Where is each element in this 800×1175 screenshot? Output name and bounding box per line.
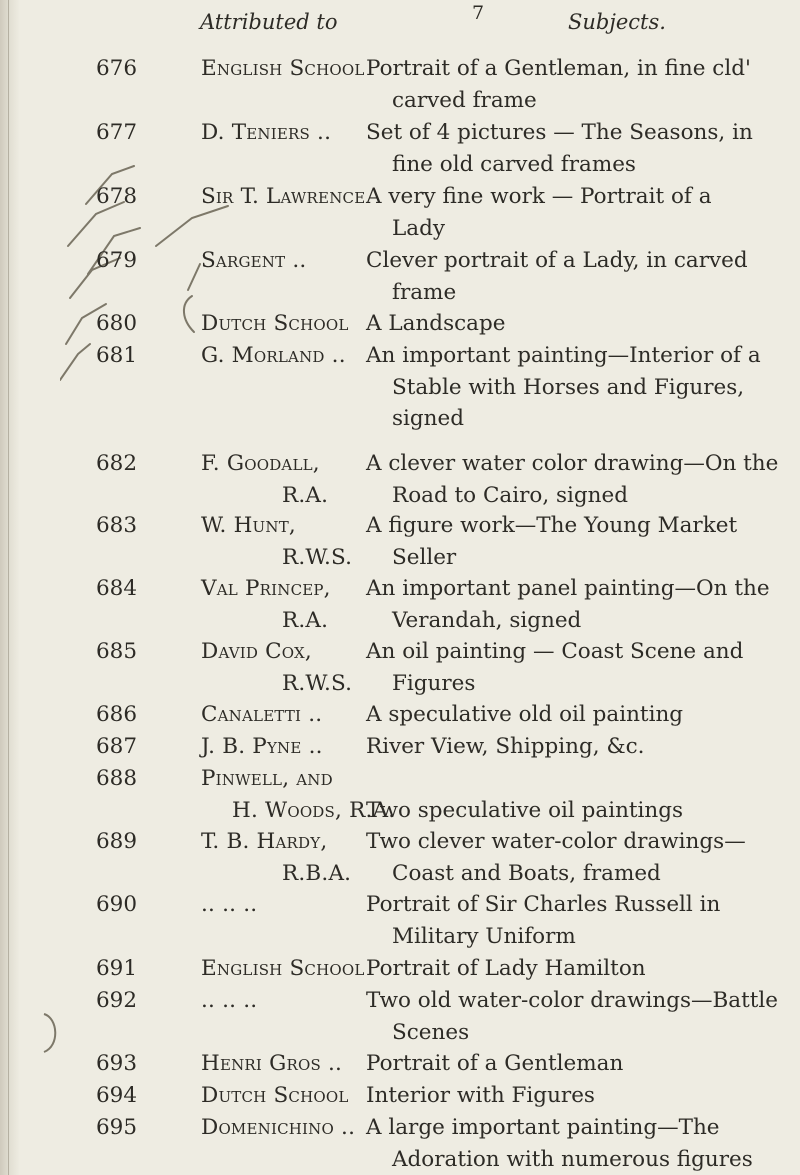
artist-attribution: .. .. .. — [201, 988, 258, 1013]
subject-description: Interior with Figures — [366, 1083, 595, 1108]
artist-attribution: David Cox, — [201, 639, 312, 664]
subject-description: A Landscape — [366, 311, 506, 336]
subjects-header: Subjects. — [568, 10, 666, 34]
subject-description: Figures — [392, 670, 476, 696]
binding-gutter — [0, 0, 20, 1175]
artist-attribution: W. Hunt, — [201, 513, 296, 538]
artist-attribution: Sir T. Lawrence — [201, 184, 366, 209]
subject-description: Portrait of Sir Charles Russell in — [366, 892, 721, 917]
artist-attribution: R.A. — [282, 482, 329, 508]
artist-attribution: Dutch School — [201, 1083, 349, 1108]
subject-description: Road to Cairo, signed — [392, 482, 629, 508]
subject-description: Seller — [392, 544, 457, 570]
pencil-bracket-mark — [40, 1008, 64, 1058]
artist-attribution: G. Morland .. — [201, 343, 346, 368]
artist-attribution: H. Woods, R.A. — [232, 797, 396, 823]
lot-number: 688 — [96, 766, 138, 791]
subject-description: frame — [392, 279, 457, 305]
subject-description: An important painting—Interior of a — [366, 343, 761, 368]
lot-number: 676 — [96, 56, 138, 81]
subject-description: Portrait of Lady Hamilton — [366, 956, 646, 981]
artist-attribution: Dutch School — [201, 311, 349, 336]
subject-description: Verandah, signed — [392, 607, 582, 633]
artist-attribution: .. .. .. — [201, 892, 258, 917]
artist-attribution: T. B. Hardy, — [201, 829, 328, 854]
artist-attribution: D. Teniers .. — [201, 120, 332, 145]
artist-attribution: R.W.S. — [282, 544, 353, 570]
lot-number: 677 — [96, 120, 138, 145]
subject-description: Military Uniform — [392, 923, 576, 949]
subject-description: Stable with Horses and Figures, — [392, 374, 745, 400]
lot-number: 692 — [96, 988, 138, 1013]
subject-description: carved frame — [392, 87, 537, 113]
attributed-to-header: Attributed to — [200, 10, 338, 34]
lot-number: 690 — [96, 892, 138, 917]
subject-description: A speculative old oil painting — [366, 702, 684, 727]
subject-description: Lady — [392, 215, 446, 241]
artist-attribution: Val Princep, — [201, 576, 331, 601]
lot-number: 679 — [96, 248, 138, 273]
lot-number: 687 — [96, 734, 138, 759]
subject-description: An important panel painting—On the — [366, 576, 770, 601]
lot-number: 686 — [96, 702, 138, 727]
artist-attribution: Henri Gros .. — [201, 1051, 343, 1076]
subject-description: Portrait of a Gentleman — [366, 1051, 624, 1076]
subject-description: Two old water-color drawings—Battle — [366, 988, 778, 1013]
lot-number: 684 — [96, 576, 138, 601]
subject-description: Portrait of a Gentleman, in fine cld' — [366, 56, 751, 81]
lot-number: 695 — [96, 1115, 138, 1140]
subject-description: A very fine work — Portrait of a — [366, 184, 712, 209]
subject-description: Clever portrait of a Lady, in carved — [366, 248, 748, 273]
subject-description: Adoration with numerous figures — [392, 1146, 753, 1172]
artist-attribution: R.A. — [282, 607, 329, 633]
artist-attribution: R.W.S. — [282, 670, 353, 696]
lot-number: 683 — [96, 513, 138, 538]
artist-attribution: Pinwell, and — [201, 766, 333, 791]
subject-description: An oil painting — Coast Scene and — [366, 639, 744, 664]
subject-description: signed — [392, 406, 465, 432]
lot-number: 691 — [96, 956, 138, 981]
subject-description: fine old carved frames — [392, 151, 636, 177]
subject-description: Scenes — [392, 1019, 470, 1045]
subject-description: A clever water color drawing—On the — [366, 451, 779, 476]
lot-number: 678 — [96, 184, 138, 209]
artist-attribution: F. Goodall, — [201, 451, 320, 476]
lot-number: 685 — [96, 639, 138, 664]
subject-description: Set of 4 pictures — The Seasons, in — [366, 120, 753, 145]
subject-description: Coast and Boats, framed — [392, 860, 661, 886]
artist-attribution: R.B.A. — [282, 860, 352, 886]
lot-number: 694 — [96, 1083, 138, 1108]
artist-attribution: English School — [201, 956, 365, 981]
lot-number: 693 — [96, 1051, 138, 1076]
subject-description: River View, Shipping, &c. — [366, 734, 645, 759]
artist-attribution: Canaletti .. — [201, 702, 323, 727]
lot-number: 681 — [96, 343, 138, 368]
subject-description: Two clever water-color drawings— — [366, 829, 746, 854]
page-number: 7 — [472, 2, 485, 24]
artist-attribution: J. B. Pyne .. — [201, 734, 323, 759]
lot-number: 682 — [96, 451, 138, 476]
subject-description: A large important painting—The — [366, 1115, 720, 1140]
subject-description: Two speculative oil paintings — [366, 797, 684, 823]
artist-attribution: Domenichino .. — [201, 1115, 356, 1140]
lot-number: 680 — [96, 311, 138, 336]
subject-description: A figure work—The Young Market — [366, 513, 738, 538]
artist-attribution: Sargent .. — [201, 248, 307, 273]
artist-attribution: English School — [201, 56, 365, 81]
lot-number: 689 — [96, 829, 138, 854]
